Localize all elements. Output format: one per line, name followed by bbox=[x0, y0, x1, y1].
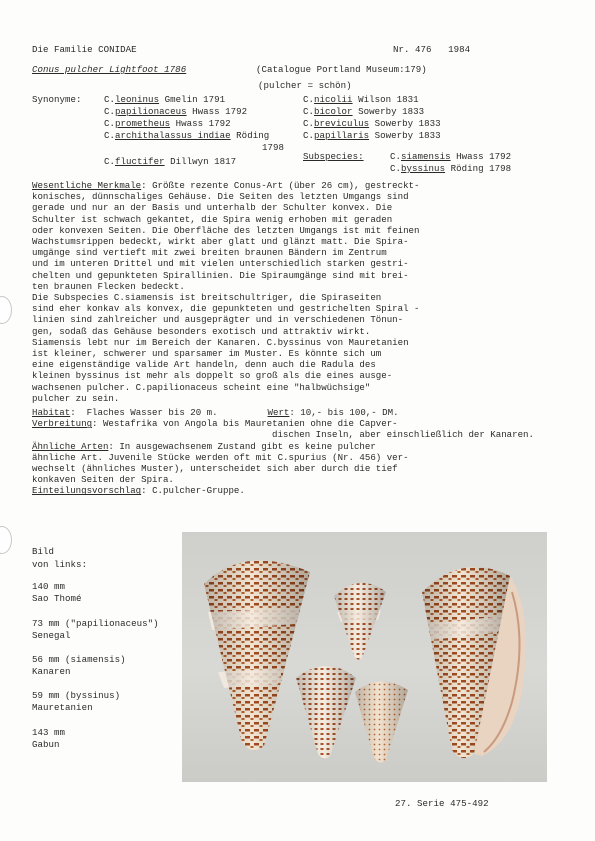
description-line: und im unteren Drittel und mit vielen unterschiedlich starken gestri- bbox=[32, 258, 409, 270]
punch-hole-bottom bbox=[0, 526, 12, 554]
synonym-right-1: C.nicolii Wilson 1831 bbox=[303, 94, 419, 105]
synonym-right-4: C.papillaris Sowerby 1833 bbox=[303, 130, 441, 141]
description-line: konisches, dünnschaliges Gehäuse. Die Seiten des letzten Umgangs sind bbox=[32, 191, 409, 203]
punch-hole-top bbox=[0, 296, 12, 324]
synonym-left-2: C.papilionaceus Hwass 1792 bbox=[104, 106, 248, 117]
series-footer: 27. Serie 475-492 bbox=[395, 798, 489, 809]
shell-sao-thome bbox=[204, 560, 310, 750]
name-meaning: (pulcher = schön) bbox=[258, 80, 352, 91]
caption-size-3: 56 mm (siamensis) bbox=[32, 654, 126, 665]
synonym-right-2: C.bicolor Sowerby 1833 bbox=[303, 106, 425, 117]
subspecies-label: Subspecies: bbox=[303, 151, 364, 162]
shell-gabun bbox=[422, 567, 526, 758]
synonym-left-3: C.prometheus Hwass 1792 bbox=[104, 118, 231, 129]
similar-species-line: Ähnliche Arten: In ausgewachsenem Zustand gibt es keine pulcher bbox=[32, 440, 376, 452]
distribution-line-2: dischen Inseln, aber einschließlich der Kanaren. bbox=[272, 429, 534, 441]
description-line: gerade und nur an der Basis und unterhalb der Schulter konvex. Die bbox=[32, 202, 393, 214]
similar-species-line-2: ähnliche Art. Juvenile Stücke werden oft mit C.spurius (Nr. 456) ver- bbox=[32, 451, 409, 463]
shell-photo bbox=[182, 532, 547, 782]
description-line: gen, sodaß das Gehäuse besonders exotisch und attraktiv wirkt. bbox=[32, 325, 371, 337]
synonym-left-1: C.leoninus Gmelin 1791 bbox=[104, 94, 226, 105]
synonym-left-year: 1798 bbox=[262, 142, 285, 153]
description-line: oder konvexen Seiten. Die Oberfläche des letzten Umgangs ist mit feinen bbox=[32, 224, 420, 236]
description-line: wachsenen pulcher. C.papilionaceus scheint eine "halbwüchsige" bbox=[32, 381, 371, 393]
caption-size-5: 143 mm bbox=[32, 727, 66, 738]
description-line: umgänge sind vertieft mit zwei breiten braunen Bändern im Zentrum bbox=[32, 247, 387, 259]
habitat-line: Habitat: Flaches Wasser bis 20 m. Wert: 10,- bis 100,- DM. bbox=[32, 407, 399, 419]
caption-place-3: Kanaren bbox=[32, 666, 71, 677]
catalogue-number: Nr. 476 1984 bbox=[393, 44, 471, 55]
shell-senegal bbox=[334, 583, 386, 660]
caption-place-2: Senegal bbox=[32, 630, 71, 641]
similar-species-line-3: wechselt (ähnliches Muster), unterscheidet sich aber durch die tief bbox=[32, 463, 398, 475]
caption-place-5: Gabun bbox=[32, 739, 60, 750]
species-title: Conus pulcher Lightfoot 1786 bbox=[32, 64, 187, 75]
description-line: chelten und gepunkteten Spirallinien. Die Spiraumgänge sind mit brei- bbox=[32, 269, 409, 281]
synonym-left-5: C.fluctifer Dillwyn 1817 bbox=[104, 156, 237, 167]
description-first-line: Wesentliche Merkmale: Größte rezente Conus-Art (über 26 cm), gestreckt- bbox=[32, 180, 420, 191]
catalogue-reference: (Catalogue Portland Museum:179) bbox=[256, 64, 427, 75]
description-line: linien sind zahlreicher und ausgeprägter und in verschiedenen Tönun- bbox=[32, 314, 404, 326]
description-line: pulcher zu sein. bbox=[32, 392, 120, 404]
shell-kanaren bbox=[296, 666, 356, 759]
classification-line: Einteilungsvorschlag: C.pulcher-Gruppe. bbox=[32, 485, 245, 497]
description-line: eine eigenständige valide Art handeln, denn auch die Radula des bbox=[32, 359, 376, 371]
shell-mauretanien bbox=[355, 681, 408, 762]
caption-subtitle: von links: bbox=[32, 559, 88, 570]
description-line: ist kleiner, schwerer und sparsamer im Muster. Es könnte sich um bbox=[32, 348, 382, 360]
description-line: kleinen byssinus ist mehr als doppelt so groß als die eines ausge- bbox=[32, 370, 393, 382]
subspecies-1: C.siamensis Hwass 1792 bbox=[390, 151, 512, 162]
caption-place-4: Mauretanien bbox=[32, 702, 93, 713]
synonym-right-3: C.breviculus Sowerby 1833 bbox=[303, 118, 441, 129]
caption-size-4: 59 mm (byssinus) bbox=[32, 690, 121, 701]
synonym-left-4: C.archithalassus indiae Röding bbox=[104, 130, 270, 141]
description-block bbox=[32, 180, 557, 497]
distribution-line: Verbreitung: Westafrika von Angola bis Mauretanien ohne die Capver- bbox=[32, 418, 398, 430]
similar-species-line-4: konkaven Seiten der Spira. bbox=[32, 474, 174, 486]
caption-size-1: 140 mm bbox=[32, 581, 66, 592]
synonyms-label: Synonyme: bbox=[32, 94, 82, 105]
description-line: ten braunen Flecken bedeckt. bbox=[32, 280, 185, 292]
description-line: Siamensis lebt nur im Bereich der Kanaren. C.byssinus von Mauretanien bbox=[32, 336, 409, 348]
shell-photo-svg bbox=[182, 532, 547, 782]
family-heading: Die Familie CONIDAE bbox=[32, 44, 137, 55]
description-line: Wachstumsrippen bedeckt, wirkt aber glatt und glänzt matt. Die Spira- bbox=[32, 236, 409, 248]
description-line: Schulter ist schwach gekantet, die Spira wenig erhoben mit geraden bbox=[32, 213, 393, 225]
subspecies-2: C.byssinus Röding 1798 bbox=[390, 163, 512, 174]
description-line: sind eher konkav als konvex, die gepunkteten und gestrichelten Spiral - bbox=[32, 303, 420, 315]
caption-title: Bild bbox=[32, 546, 55, 557]
caption-place-1: Sao Thomé bbox=[32, 593, 82, 604]
caption-size-2: 73 mm ("papilionaceus") bbox=[32, 618, 159, 629]
description-line: Die Subspecies C.siamensis ist breitschultriger, die Spiraseiten bbox=[32, 292, 382, 304]
